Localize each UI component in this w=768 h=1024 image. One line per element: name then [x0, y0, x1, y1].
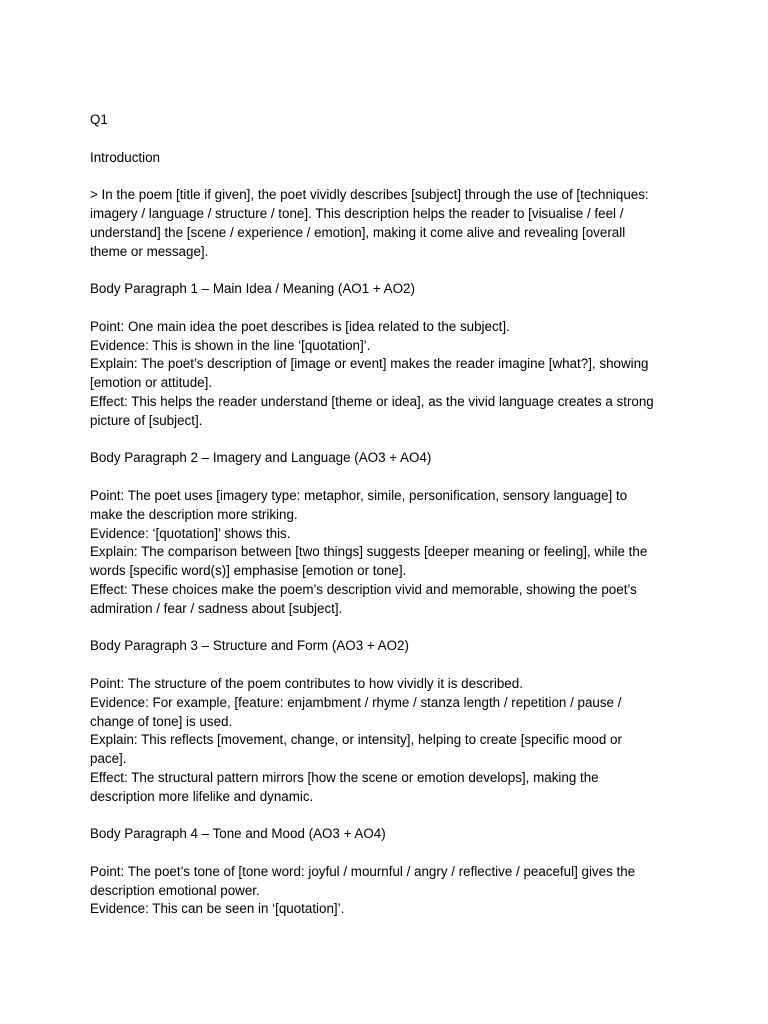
paragraph1-body: [90, 318, 690, 431]
text-line: Evidence: This is shown in the line ‘[quotation]’.: [90, 337, 371, 353]
paragraph4-heading: Body Paragraph 4 – Tone and Mood (AO3 + AO4): [90, 826, 386, 842]
paragraph1-heading: Body Paragraph 1 – Main Idea / Meaning (AO1 + AO2): [90, 281, 415, 297]
text-line: imagery / language / structure / tone]. This description helps the reader to [visualise / feel /: [90, 205, 624, 221]
text-line: Point: One main idea the poet describes is [idea related to the subject].: [90, 318, 510, 334]
text-line: Point: The poet uses [imagery type: metaphor, simile, personification, sensory language] to: [90, 487, 628, 503]
spacer: [90, 299, 690, 318]
introduction-heading: Introduction: [90, 149, 160, 165]
introduction-body: [90, 186, 690, 261]
text-line: change of tone] is used.: [90, 713, 233, 729]
paragraph4-body: [90, 863, 690, 919]
text-line: description emotional power.: [90, 882, 260, 898]
paragraph3-body: [90, 675, 690, 807]
text-line: Effect: This helps the reader understand [theme or idea], as the vivid language creates a strong: [90, 393, 654, 409]
spacer: [90, 261, 690, 280]
document-page: [90, 111, 690, 919]
text-line: Explain: The comparison between [two things] suggests [deeper meaning or feeling], while the: [90, 544, 648, 560]
question-label: Q1: [90, 112, 108, 127]
paragraph2-heading: Body Paragraph 2 – Imagery and Language (AO3 + AO4): [90, 450, 432, 466]
spacer: [90, 656, 690, 675]
spacer: [90, 468, 690, 487]
text-line: theme or message].: [90, 243, 209, 259]
text-line: Explain: This reflects [movement, change, or intensity], helping to create [specific mood or: [90, 732, 622, 748]
text-line: admiration / fear / sadness about [subject].: [90, 600, 343, 616]
spacer: [90, 844, 690, 863]
text-line: understand] the [scene / experience / emotion], making it come alive and revealing [overall: [90, 224, 626, 240]
text-line: Evidence: This can be seen in ‘[quotation]’.: [90, 901, 345, 917]
text-line: description more lifelike and dynamic.: [90, 788, 314, 804]
text-line: Point: The poet’s tone of [tone word: joyful / mournful / angry / reflective / peaceful] gives the: [90, 863, 636, 879]
spacer: [90, 130, 690, 149]
text-line: [emotion or attitude].: [90, 375, 213, 391]
text-line: Effect: These choices make the poem’s description vivid and memorable, showing the poet’s: [90, 581, 637, 597]
text-line: Evidence: ‘[quotation]’ shows this.: [90, 525, 291, 541]
spacer: [90, 806, 690, 825]
text-line: words [specific word(s)] emphasise [emotion or tone].: [90, 563, 407, 579]
text-line: make the description more striking.: [90, 506, 298, 522]
text-line: Point: The structure of the poem contributes to how vividly it is described.: [90, 675, 523, 691]
text-line: > In the poem [title if given], the poet vividly describes [subject] through the use of [techniques:: [90, 187, 649, 203]
text-line: Explain: The poet’s description of [image or event] makes the reader imagine [what?], showing: [90, 356, 649, 372]
paragraph3-heading: Body Paragraph 3 – Structure and Form (AO3 + AO2): [90, 638, 409, 654]
spacer: [90, 167, 690, 186]
text-line: Evidence: For example, [feature: enjambment / rhyme / stanza length / repetition / pause /: [90, 694, 622, 710]
text-line: pace].: [90, 751, 127, 767]
text-line: Effect: The structural pattern mirrors [how the scene or emotion develops], making the: [90, 769, 599, 785]
spacer: [90, 431, 690, 450]
spacer: [90, 619, 690, 638]
text-line: picture of [subject].: [90, 412, 203, 428]
paragraph2-body: [90, 487, 690, 619]
